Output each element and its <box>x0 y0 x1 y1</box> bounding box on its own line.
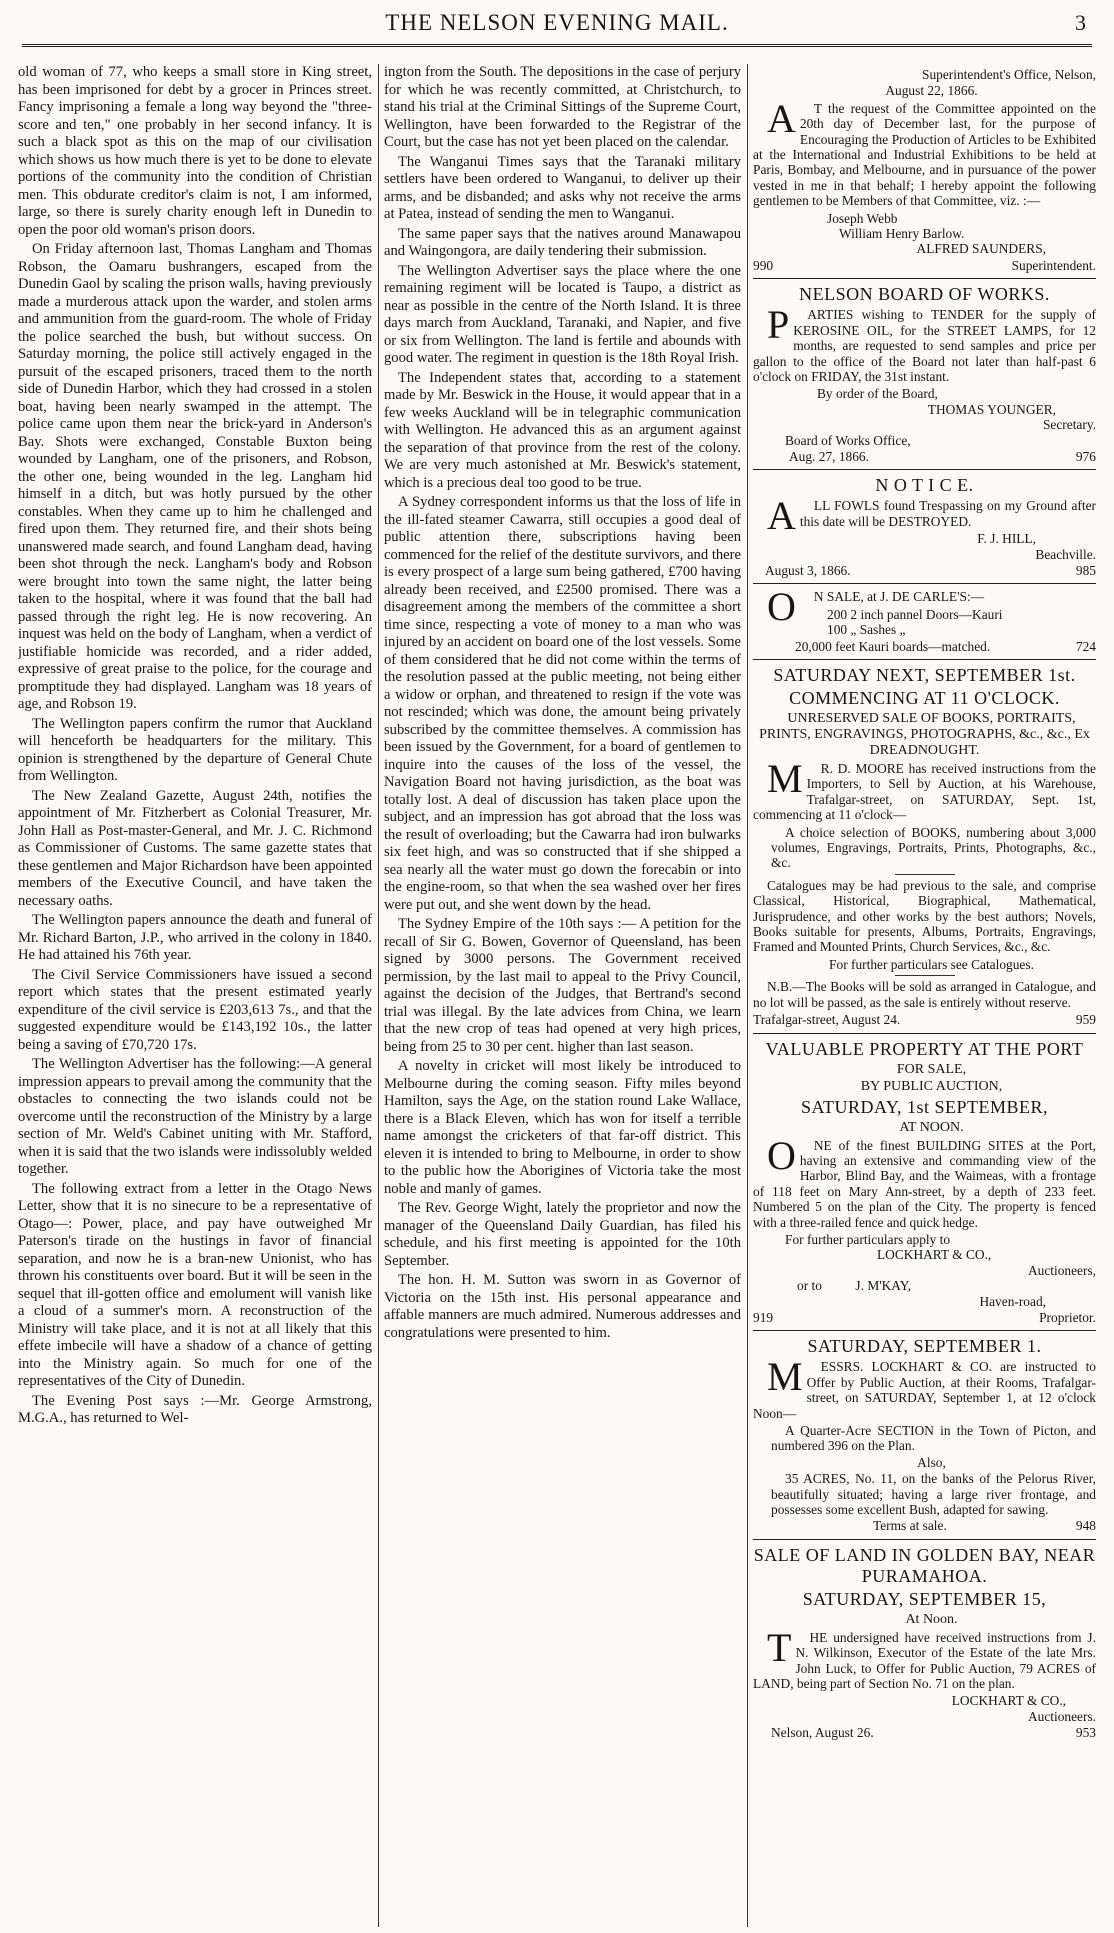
ad-signer-title: Superintendent. <box>1011 257 1096 273</box>
ad-signer-title: Auctioneers. <box>1027 1708 1096 1724</box>
ad-heading: N O T I C E. <box>875 475 974 496</box>
ad-footer <box>753 258 1096 273</box>
ad-subheading: At Noon. <box>905 1611 958 1627</box>
ad-footer <box>753 1310 1096 1325</box>
ad-further: For further particulars see Catalogues. <box>829 956 1034 972</box>
masthead-rule <box>22 44 1092 47</box>
ad-apply: For further particulars apply to <box>785 1231 951 1247</box>
ad-signer: LOCKHART & CO., <box>951 1693 1066 1709</box>
ad-footer <box>753 1012 1096 1027</box>
ad-body: O NE of the finest BUILDING SITES at the Port, having an extensive and commanding view of the Harbor, Blind Bay, and the Waimeas, with a frontage of 118 feet on Mary Ann-street, by a depth of 233 feet. Numbered 5 on the plan of the City. The property is fenced with a three-railed fence and quick hedge. <box>753 1132 1096 1230</box>
article-paragraph: A novelty in cricket will most likely be introduced to Melbourne during the coming season. Fifty miles beyond Hamilton, says the Age, on the station round Lake Wallace, there is a Black Eleven, which has won for itself a terrible name amongst the cricketers of that far-off district. This eleven it is intended to bring to Melbourne, in order to show to the public how the Aborigines of Victoria take the most noble and manly of games. <box>384 1058 741 1197</box>
ad-agent-title: Proprietor. <box>1039 1309 1096 1325</box>
ad-body: P ARTIES wishing to TENDER for the supply of KEROSINE OIL, for the STREET LAMPS, for 12 months, are requested to send samples and price per gallon to the office of the Board not later than half-past 6 o'clock on FRIDAY, the 31st instant. <box>753 302 1096 384</box>
ad-number: 953 <box>1075 1725 1096 1741</box>
ad-subheading: BY PUBLIC AUCTION, <box>860 1078 1003 1094</box>
ad-subheading: UNRESERVED SALE OF BOOKS, PORTRAITS, PRINTS, ENGRAVINGS, PHOTOGRAPHS, &c., &c., Ex DREADNOUGHT. <box>759 711 1090 758</box>
ad-de-carle <box>753 584 1096 660</box>
ad-agent: or to J. M'KAY, <box>797 1278 912 1294</box>
page-number: 3 <box>1075 10 1086 35</box>
ad-heading: VALUABLE PROPERTY AT THE PORT <box>765 1038 1084 1059</box>
article-paragraph: The Wellington Advertiser has the following:—A general impression appears to prevail among the community that the obstacles to connecting the two islands could not be overcome until the reconstruction of the Ministry by a large section of Mr. Weld's Cabinet uniting with Mr. Stafford, when it is said that the two islands were indissolubly welded together. <box>18 1056 372 1177</box>
ad-place: Beachville. <box>1035 546 1096 562</box>
ad-number: 919 <box>753 1309 774 1325</box>
ad-date: August 22, 1866. <box>885 83 978 99</box>
ad-signer: THOMAS YOUNGER, <box>927 401 1056 417</box>
ad-number: 990 <box>753 257 774 273</box>
ad-body: A LL FOWLS found Trespassing on my Ground after this date will be DESTROYED. <box>767 493 1096 539</box>
ad-date: Aug. 27, 1866. <box>789 448 869 464</box>
ad-body: O N SALE, at J. DE CARLE'S:— <box>767 584 985 630</box>
sale-item: 200 2 inch pannel Doors—Kauri <box>827 606 1003 622</box>
divider <box>895 975 955 976</box>
ad-valuable-property <box>753 1034 1096 1332</box>
article-paragraph: The Wellington papers announce the death and funeral of Mr. Richard Barton, J.P., who arrived in the colony in 1840. He had attained his 76th year. <box>18 912 372 963</box>
sale-item: 20,000 feet Kauri boards—matched. <box>795 638 991 654</box>
ad-number: 948 <box>1075 1518 1096 1534</box>
newspaper-title: THE NELSON EVENING MAIL. <box>385 10 729 35</box>
ad-item: 35 ACRES, No. 11, on the banks of the Pelorus River, beautifully situated; having a large river frontage, and possesses some excellent Bush, adapted for sawing. <box>771 1471 1096 1518</box>
ad-body: M R. D. MOORE has received instructions from the Importers, to Sell by Auction, at his Warehouse, Trafalgar-street, on SATURDAY, Sept. 1st, commencing at 11 o'clock— <box>753 756 1096 823</box>
ad-place-date: Nelson, August 26. <box>771 1725 874 1741</box>
ad-heading: SATURDAY, SEPTEMBER 15, <box>802 1588 1047 1609</box>
ad-footer <box>753 639 1096 654</box>
column-2 <box>384 64 741 1927</box>
article-paragraph: The same paper says that the natives around Manawapou and Waingongora, are daily tendering their submission. <box>384 225 741 259</box>
article-paragraph: The hon. H. M. Sutton was sworn in as Governor of Victoria on the 15th inst. His personal appearance and affable manners are much admired. Numerous addresses and congratulations were presented to him. <box>384 1272 741 1341</box>
ad-heading: COMMENCING AT 11 O'CLOCK. <box>789 688 1060 708</box>
column-divider <box>378 64 379 1927</box>
ad-quarter-acre <box>753 1331 1096 1539</box>
ad-signer: ALFRED SAUNDERS, <box>916 241 1046 257</box>
article-paragraph: The New Zealand Gazette, August 24th, notifies the appointment of Mr. Fitzherbert as Colonial Treasurer, Mr. John Hall as Post-master-General, and Mr. J. C. Richmond as Commissioner of Customs. The same gazette states that these gentlemen and Major Richardson have been appointed members of the Executive Council, and have taken the necessary oaths. <box>18 787 372 909</box>
ad-dropcap: A <box>767 95 796 141</box>
ad-subheading: FOR SALE, <box>896 1061 967 1077</box>
columns <box>18 64 1096 1927</box>
ad-heading: SALE OF LAND IN GOLDEN BAY, NEAR PURAMAHOA. <box>753 1544 1096 1586</box>
ad-heading: SATURDAY, SEPTEMBER 1. <box>807 1336 1042 1357</box>
ad-office: Superintendent's Office, Nelson, <box>922 67 1096 82</box>
ad-golden-bay <box>753 1540 1096 1746</box>
article-paragraph: old woman of 77, who keeps a small store in King street, has been imprisoned for debt by a grocer in Princes street. Fancy imprisoning a female a long way beyond the "three-score and ten," one probably in her second infancy. It is such a black spot as this on the map of our civilisation which shows us how much there is yet to be done to elevate portions of the community into the condition of Christian men. This obdurate creditor's claim is not, I am informed, large, so there is surely charity enough left in Dunedin to open the poor old woman's prison doors. <box>18 64 372 238</box>
ad-body: M ESSRS. LOCKHART & CO. are instructed to Offer by Public Auction, at their Rooms, Trafalgar-street, on SATURDAY, September 1, at 12 o'clock Noon— <box>753 1354 1096 1421</box>
article-paragraph: The Wellington papers confirm the rumor that Auckland will henceforth be headquarters for the military. This opinion is strengthened by the departure of General Chute from Wellington. <box>18 715 372 784</box>
article-paragraph: The Civil Service Commissioners have issued a second report which states that the present estimated yearly expenditure of the civil service is £203,613 7s., and that the suggested expenditure would be £143,192 10s., the latter being a saving of £70,720 17s. <box>18 966 372 1053</box>
ad-nb: N.B.—The Books will be sold as arranged in Catalogue, and no lot will be passed, as the sale is entirely without reserve. <box>753 979 1096 1010</box>
ad-body: T HE undersigned have received instructions from J. N. Wilkinson, Executor of the Estate of the late Mrs. John Luck, to Offer for Public Auction, 79 ACRES of LAND, being part of Section No. 71 on the plan. <box>753 1624 1096 1692</box>
committee-member: Joseph Webb <box>827 210 898 226</box>
article-paragraph: ington from the South. The depositions in the case of perjury for which he was recently committed, at Christchurch, to stand his trial at the Criminal Sittings of the Supreme Court, Wellington, have been forwarded to the Registrar of the Court, but the case has not yet been placed on the calendar. <box>384 64 741 150</box>
ad-office: Board of Works Office, <box>785 432 911 448</box>
ad-exhibition-committee <box>753 64 1096 279</box>
article-paragraph: A Sydney correspondent informs us that the loss of life in the ill-fated steamer Cawarra, still occupies a good deal of public attention there, subscriptions having been commenced for the relief of the destitute survivors, and there is every prospect of a large sum being gathered, £700 having already been received, and £2500 promised. There was a disagreement among the members of the committee a short time since, respecting a vote of money to a man who was injured by an accident on board one of the lost vessels. Some of them considered that he did not come within the terms of the resolution passed at the public meeting, not being either a widow or orphan, and threatened to resign if the vote was not rescinded; which was done, the amount being privately subscribed by the committee themselves. A commission has been issued by the Government, for a board of gentlemen to inquire into the causes of the loss of the vessel, the Navigation Board not having jurisdiction, as the boat was totally lost. A deal of discussion has taken place upon the subject, and an impression has got abroad that the loss was the result of overloading; but the Cawarra had iron bulwarks six feet high, and was so constructed that if she shipped a sea nearly all the water must go down the forecabin or into the engine-room, so that when the sea washed over her fires were put out, and she went down by the head. <box>384 494 741 913</box>
ad-notice-fowls <box>753 470 1096 584</box>
ad-heading: SATURDAY NEXT, SEPTEMBER 1st. <box>773 665 1076 685</box>
ad-item: A choice selection of BOOKS, numbering about 3,000 volumes, Engravings, Portraits, Prints, Photographs, &c., &c. <box>771 824 1096 871</box>
ad-footer <box>753 563 1096 578</box>
ad-heading: SATURDAY, 1st SEPTEMBER, <box>800 1096 1049 1117</box>
ad-footer <box>753 449 1096 464</box>
column-3-advertisements <box>753 64 1096 1927</box>
ad-footer <box>753 1725 1096 1740</box>
masthead <box>16 0 1098 44</box>
ad-place-date: Trafalgar-street, August 24. <box>753 1012 901 1028</box>
article-paragraph: The Rev. George Wight, lately the proprietor and now the manager of the Queensland Daily Guardian, has filed his schedule, and his first meeting is appointed for the 10th September. <box>384 1200 741 1269</box>
article-paragraph: The Evening Post says :—Mr. George Armstrong, M.G.A., has returned to Wel- <box>18 1392 372 1426</box>
ad-number: 724 <box>1075 638 1096 654</box>
article-paragraph: The Wanganui Times says that the Taranaki military settlers have been ordered to Wanganui, to deliver up their arms, and be disbanded; and asks why not receive the arms at Patea, instead of sending the men to Wanganui. <box>384 153 741 222</box>
ad-agent: LOCKHART & CO., <box>877 1247 992 1263</box>
ad-order: By order of the Board, <box>817 386 938 402</box>
article-paragraph: The Independent states that, according to a statement made by Mr. Beswick in the House, it would appear that in a few weeks Auckland will be in telegraphic communication with Wellington. He advanced this as an argument against the separation of that province from the rest of the colony. We are very much astonished at Mr. Beswick's statement, which is a precious deal too good to be true. <box>384 369 741 491</box>
ad-date: August 3, 1866. <box>765 562 851 578</box>
article-paragraph: The following extract from a letter in the Otago News Letter, show that it is no sinecure to be a representative of Otago—: Power, place, and pay have outweighed Mr Paterson's tirade on the hustings in favor of financial separation, and now he is a bran-new Unionist, who has thrown his constituents over board. But it will be seen in the sequel that ill-gotten office and emolument will vanish like a cloud of a summer's morn. A reconstruction of the Ministry will take place, and it is not at all likely that this effete imbecile will have a shadow of a chance of getting into the Ministry again. So much for one of the representatives of the City of Dunedin. <box>18 1180 372 1389</box>
ad-number: 985 <box>1075 562 1096 578</box>
committee-member: William Henry Barlow. <box>839 226 965 242</box>
ad-signer: F. J. HILL, <box>977 531 1036 547</box>
ad-catalogues: Catalogues may be had previous to the sale, and comprise Classical, Historical, Biographical, Mathematical, Jurisprudence, and other works by the best authors; Novels, Books suitable for presents, Albums, Portraits, Engravings, Framed and Mounted Prints, Church Services, &c., &c. <box>753 877 1096 955</box>
ad-item: A Quarter-Acre SECTION in the Town of Picton, and numbered 396 on the Plan. <box>771 1423 1096 1454</box>
divider <box>895 874 955 875</box>
article-paragraph: The Sydney Empire of the 10th says :— A petition for the recall of Sir G. Bowen, Governor of Queensland, has been signed by 3000 persons. The Government received permission, by the last mail to appeal to the Privy Council, against the decision of the Judges, that Bertrand's second trial was illegal. By the late advices from China, we learn that the new crop of teas had opened at very high prices, being from 25 to 30 per cent. higher than last season. <box>384 916 741 1055</box>
article-paragraph: The Wellington Advertiser says the place where the one remaining regiment will be located is Taupo, a district as near as possible in the centre of the North Island. It is three days march from Auckland, Taranaki, and Napier, and five or six from Wellington. The land is fertile and abounds with good water. The regiment in question is the 18th Royal Irish. <box>384 262 741 366</box>
ad-board-of-works <box>753 279 1096 470</box>
column-divider <box>747 64 748 1927</box>
ad-also: Also, <box>917 1454 946 1470</box>
ad-body: A T the request of the Committee appointed on the 20th day of December last, for the purpose of Encouraging the Production of Articles to be Exhibited at the International and Industrial Exhibitions to be held at Paris, Bombay, and Melbourne, and in pursuance of the power vested in me in that behalf; I hereby appoint the following gentlemen to be Members of that Committee, viz. :— <box>753 95 1096 209</box>
ad-heading: NELSON BOARD OF WORKS. <box>799 284 1050 305</box>
ad-number: 959 <box>1075 1012 1096 1028</box>
ad-agent-title: Auctioneers, <box>1027 1262 1096 1278</box>
column-1 <box>18 64 372 1927</box>
ad-books-sale <box>753 660 1096 1034</box>
ad-subheading: AT NOON. <box>899 1119 964 1135</box>
sale-item: 100 „ Sashes „ <box>827 622 906 638</box>
article-paragraph: On Friday afternoon last, Thomas Langham and Thomas Robson, the Oamaru bushrangers, escaped from the Dunedin Gaol by scaling the prison walls, having previously made a murderous attack upon the warder, and stolen arms and ammunition from the guard-room. The whole of Friday the police searched the bush, but without success. On Saturday morning, the police still actively engaged in the pursuit of the escaped prisoners, traced them to the north side of Dunedin Harbor, which they had crossed in a stolen boat, having been nearly swamped in the attempt. The police came upon them near the brick-yard in Anderson's Bay. Shots were exchanged, Constable Buxton being wounded by Langham, one of the prisoners, and Robson, the other one, being wounded in the leg. Langham hid himself in a ditch, but was hotly pursued by the other constables. When they came up to him he challenged and fired upon them. They returned fire, and their shots being unanswered made search, and found Langham dead, having been shot through the neck. Langham's body and Robson were brought into town the same night, the latter being taken to the hospital, where it was found that the ball had passed through the right leg. He is now recovering. An inquest was held on the body of Langham, when a verdict of justifiable homicide was recorded, and a rider added, expressive of great praise to the police, for the courage and promptitude they had displayed. Langham was 18 years of age, and Robson 19. <box>18 241 372 712</box>
ad-agent-place: Haven-road, <box>979 1293 1046 1309</box>
ad-number: 976 <box>1075 448 1096 464</box>
ad-footer <box>753 1518 1096 1533</box>
ad-signer-title: Secretary. <box>1042 417 1096 433</box>
ad-terms: Terms at sale. <box>873 1518 947 1534</box>
